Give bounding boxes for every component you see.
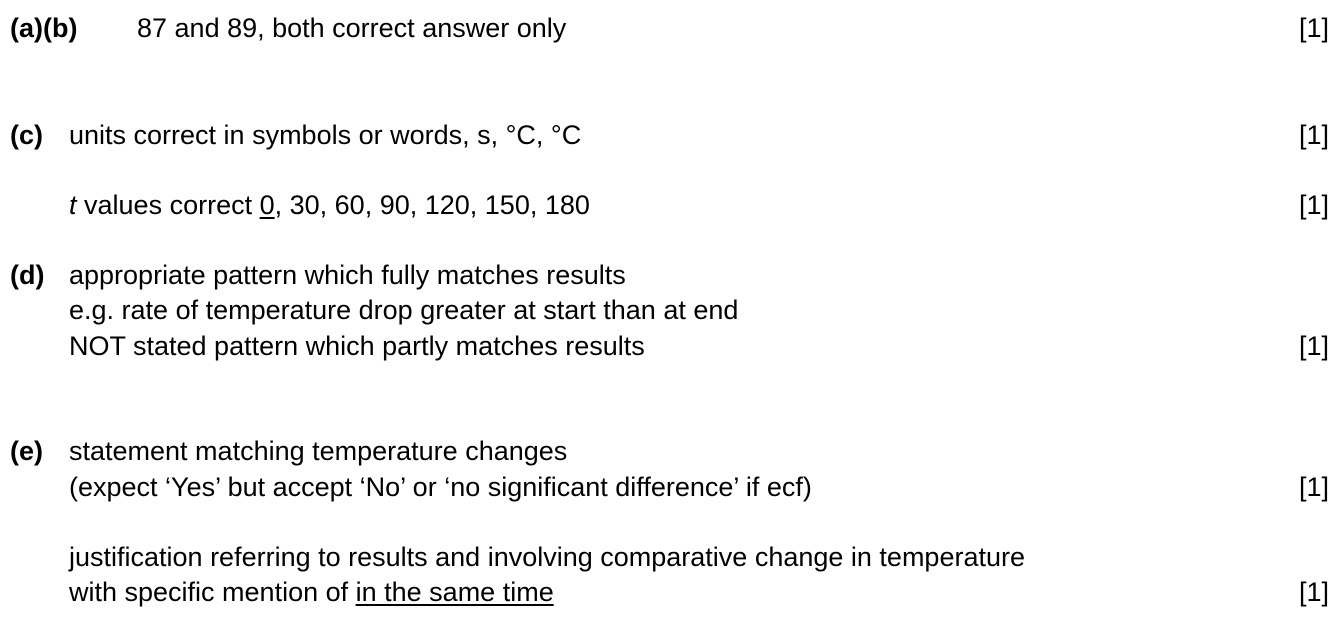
part-e-label: (e) [10,436,43,466]
part-e-line2: (expect ‘Yes’ but accept ‘No’ or ‘no significant difference’ if ecf) [69,472,812,502]
part-ab-label: (a)(b) [10,13,78,43]
part-e-line1: statement matching temperature changes [69,436,568,466]
part-e-line4-pre: with specific mention of [69,577,356,607]
t-variable: t [69,190,77,220]
part-c-label: (c) [10,120,43,150]
part-c-line2-rest: , 30, 60, 90, 120, 150, 180 [274,190,590,220]
part-c-line1: units correct in symbols or words, s, °C, °C [69,120,582,150]
part-d-line1: appropriate pattern which fully matches results [69,260,626,290]
underlined-phrase: in the same time [355,577,554,607]
part-e-mark2: [1] [1298,577,1329,607]
part-c-line2-pre: values correct [76,190,260,220]
part-ab-text: 87 and 89, both correct answer only [137,13,567,43]
part-e-line3: justification referring to results and involving comparative change in temperature [69,542,1025,572]
part-ab-mark: [1] [1298,13,1329,43]
part-d-line2: e.g. rate of temperature drop greater at start than at end [69,295,739,325]
part-d-mark: [1] [1298,331,1329,361]
part-e-mark1: [1] [1298,472,1329,502]
part-c-mark1: [1] [1298,120,1329,150]
part-c-line2 [69,188,590,222]
part-d-label: (d) [10,260,45,290]
part-d-line3: NOT stated pattern which partly matches results [69,331,645,361]
underlined-zero: 0 [259,190,275,220]
part-c-mark2: [1] [1298,190,1329,220]
part-e-line4 [69,575,554,609]
